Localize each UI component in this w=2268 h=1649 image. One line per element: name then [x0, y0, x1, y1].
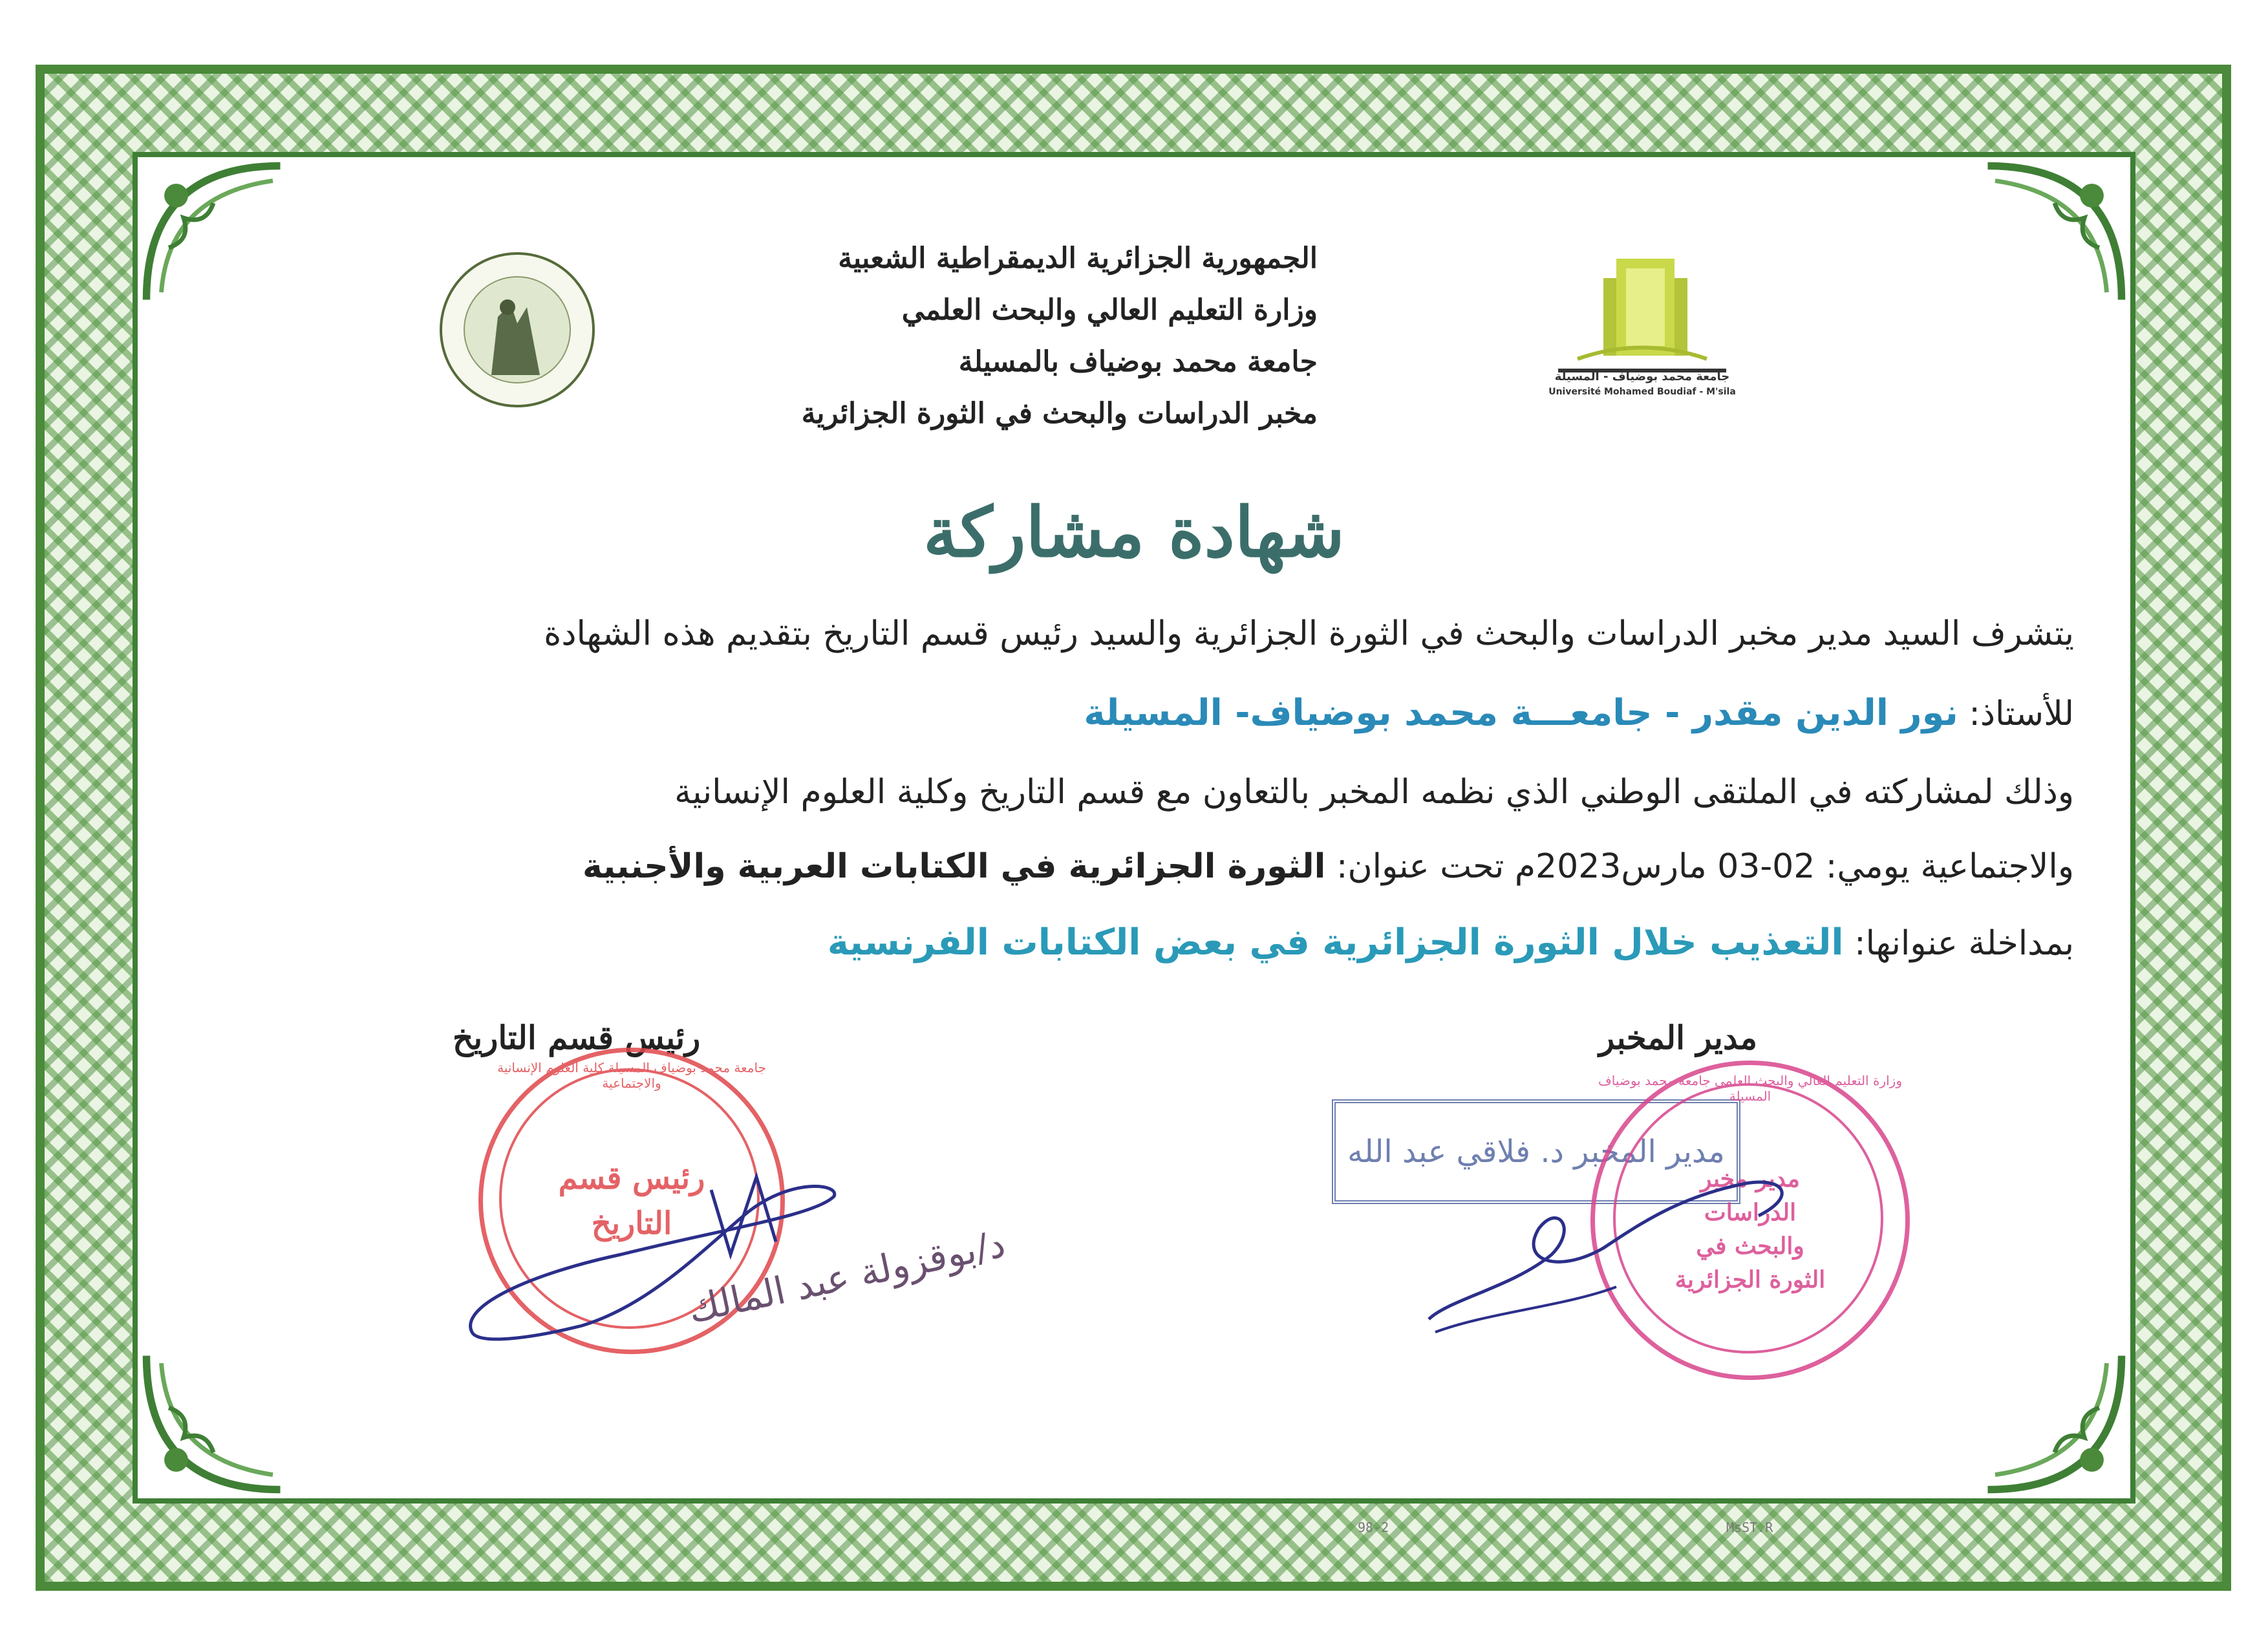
lab-director-name-stamp: مدير المخبر د. فلاقي عبد الله: [1332, 1099, 1740, 1204]
presentation-prefix: بمداخلة عنوانها:: [1854, 924, 2074, 963]
header-republic: الجمهورية الجزائرية الديمقراطية الشعبية: [838, 242, 1318, 275]
corner-ornament-icon: [1980, 1348, 2129, 1497]
lab-stamp-center-text: مدير مخبر الدراسات والبحث في الثورة الجزائرية: [1674, 1165, 1826, 1293]
corner-ornament-icon: [1980, 158, 2129, 307]
department-head-name: د/بوقزولة عبد المالك: [684, 1221, 1009, 1332]
certificate-title: شهادة مشاركة: [923, 491, 1345, 572]
lab-stamp-ring-text: وزارة التعليم العالي والبحث العلمي جامعة محمد بوضياف المسيلة: [1598, 1073, 1902, 1104]
lab-director-label: مدير المخبر: [1599, 1018, 1757, 1057]
event-date-prefix: والاجتماعية يومي: 02-03 مارس2023م تحت عنوان:: [1336, 847, 2074, 886]
lab-director-signature: [1409, 1158, 1810, 1364]
recipient-name: نور الدين مقدر - جامعـــة محمد بوضياف- المسيلة: [1084, 692, 1958, 734]
presentation-topic: التعذيب خلال الثورة الجزائرية في بعض الكتابات الفرنسية: [827, 921, 1844, 964]
recipient-prefix: للأستاذ:: [1969, 695, 2074, 733]
header-lab: مخبر الدراسات والبحث في الثورة الجزائرية: [801, 397, 1318, 430]
corner-ornament-icon: [139, 158, 288, 307]
department-stamp-ring-text: جامعة محمد بوضياف المسيلة كلية العلوم الإنسانية والاجتماعية: [497, 1060, 766, 1091]
header-university: جامعة محمد بوضياف بالمسيلة: [958, 345, 1318, 378]
department-head-signature: [453, 1138, 853, 1358]
body-line-1: يتشرف السيد مدير مخبر الدراسات والبحث في الثورة الجزائرية والسيد رئيس قسم التاريخ بتقديم هذه الشهادة: [544, 614, 2074, 653]
body-line-3: وذلك لمشاركته في الملتقى الوطني الذي نظمه المخبر بالتعاون مع قسم التاريخ وكلية العلوم الإنسانية: [674, 773, 2074, 812]
header-block: [348, 233, 1318, 440]
university-logo-caption-ar: جامعة محمد بوضياف - المسيلة: [1554, 370, 1730, 383]
body-recipient-line: [167, 692, 2074, 734]
body-line-4: [167, 847, 2074, 886]
body-line-5: [167, 921, 2074, 964]
department-stamp-center-text: رئيس قسم التاريخ: [558, 1160, 705, 1242]
footer-code-left: 98-2: [1358, 1520, 1389, 1535]
header-ministry: وزارة التعليم العالي والبحث العلمي: [901, 294, 1318, 327]
university-logo-caption-fr: Université Mohamed Boudiaf - M'sila: [1548, 387, 1736, 397]
department-head-label: رئيس قسم التاريخ: [453, 1018, 701, 1057]
footer-code-right: MsST.R: [1726, 1520, 1773, 1535]
event-title: الثورة الجزائرية في الكتابات العربية والأجنبية: [582, 847, 1326, 886]
corner-ornament-icon: [139, 1348, 288, 1497]
